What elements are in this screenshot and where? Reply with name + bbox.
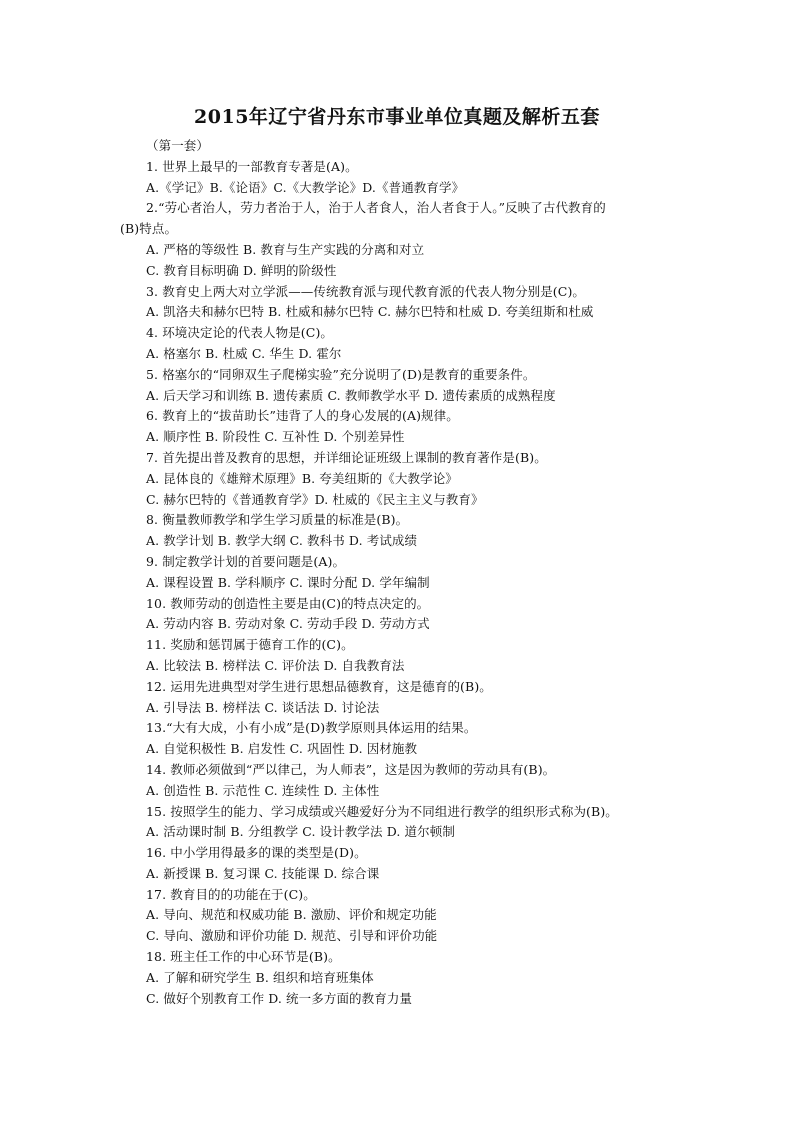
text-line: A.《学记》B.《论语》C.《大教学论》D.《普通教育学》 [146,179,465,195]
text-line: 7. 首先提出普及教育的思想，并详细论证班级上课制的教育著作是(B)。 [146,449,547,465]
text-line: C. 导向、激励和评价功能 D. 规范、引导和评价功能 [146,928,438,944]
text-line: 4. 环境决定论的代表人物是(C)。 [146,325,334,341]
text-line: A. 导向、规范和权威功能 B. 激励、评价和规定功能 [146,907,437,923]
text-line: A. 昆体良的《雄辩术原理》B. 夸美纽斯的《大教学论》 [146,470,458,486]
text-line: （第一套） [146,138,210,153]
text-line: A. 凯洛夫和赫尔巴特 B. 杜威和赫尔巴特 C. 赫尔巴特和杜威 D. 夸美纽斯和杜威 [146,304,594,320]
text-line: A. 课程设置 B. 学科顺序 C. 课时分配 D. 学年编制 [146,574,430,590]
text-line: A. 新授课 B. 复习课 C. 技能课 D. 综合课 [146,865,380,881]
text-line: 12. 运用先进典型对学生进行思想品德教育，这是德育的(B)。 [146,678,492,694]
text-line: 13.“大有大成，小有小成”是(D)教学原则具体运用的结果。 [146,720,477,736]
text-line: 15. 按照学生的能力、学习成绩或兴趣爱好分为不同组进行教学的组织形式称为(B)。 [146,803,618,819]
text-line: A. 自觉积极性 B. 启发性 C. 巩固性 D. 因材施教 [146,741,418,757]
text-line: A. 比较法 B. 榜样法 C. 评价法 D. 自我教育法 [146,657,405,673]
document-title: 2015年辽宁省丹东市事业单位真题及解析五套 [194,106,600,128]
text-line: (B)特点。 [120,221,178,237]
text-line: 10. 教师劳动的创造性主要是由(C)的特点决定的。 [146,595,430,611]
text-line: A. 教学计划 B. 教学大纲 C. 教科书 D. 考试成绩 [146,533,418,549]
text-line: A. 后天学习和训练 B. 遗传素质 C. 教师教学水平 D. 遗传素质的成熟程度 [146,387,556,403]
text-line: 14. 教师必须做到“严以律己，为人师表”，这是因为教师的劳动具有(B)。 [146,761,556,777]
text-line: 9. 制定教学计划的首要问题是(A)。 [146,553,346,569]
text-line: A. 顺序性 B. 阶段性 C. 互补性 D. 个别差异性 [146,429,405,445]
text-line: 3. 教育史上两大对立学派——传统教育派与现代教育派的代表人物分别是(C)。 [146,283,586,299]
document-body [120,136,680,1009]
text-line: C. 教育目标明确 D. 鲜明的阶级性 [146,262,337,278]
text-line: A. 了解和研究学生 B. 组织和培育班集体 [146,969,374,985]
text-line: A. 严格的等级性 B. 教育与生产实践的分离和对立 [146,241,425,257]
text-line: 1. 世界上最早的一部教育专著是(A)。 [146,158,358,174]
text-line: C. 做好个别教育工作 D. 统一多方面的教育力量 [146,990,413,1006]
text-line: 16. 中小学用得最多的课的类型是(D)。 [146,845,367,861]
text-line: 8. 衡量教师教学和学生学习质量的标准是(B)。 [146,512,409,528]
text-line: 17. 教育目的的功能在于(C)。 [146,886,316,902]
text-line: A. 劳动内容 B. 劳动对象 C. 劳动手段 D. 劳动方式 [146,616,430,632]
text-line: 6. 教育上的“拔苗助长”违背了人的身心发展的(A)规律。 [146,408,459,424]
text-line: C. 赫尔巴特的《普通教育学》D. 杜威的《民主主义与教育》 [146,491,484,507]
text-line: A. 活动课时制 B. 分组教学 C. 设计教学法 D. 道尔顿制 [146,824,455,840]
text-line: A. 创造性 B. 示范性 C. 连续性 D. 主体性 [146,782,380,798]
text-line: 11. 奖励和惩罚属于德育工作的(C)。 [146,637,354,653]
text-line: 18. 班主任工作的中心环节是(B)。 [146,949,341,965]
text-line: A. 格塞尔 B. 杜威 C. 华生 D. 霍尔 [146,345,342,361]
text-line: 2.“劳心者治人，劳力者治于人，治于人者食人，治人者食于人。”反映了古代教育的 [146,200,606,216]
text-line: 5. 格塞尔的“同卵双生子爬梯实验”充分说明了(D)是教育的重要条件。 [146,366,536,382]
text-line: A. 引导法 B. 榜样法 C. 谈话法 D. 讨论法 [146,699,380,715]
